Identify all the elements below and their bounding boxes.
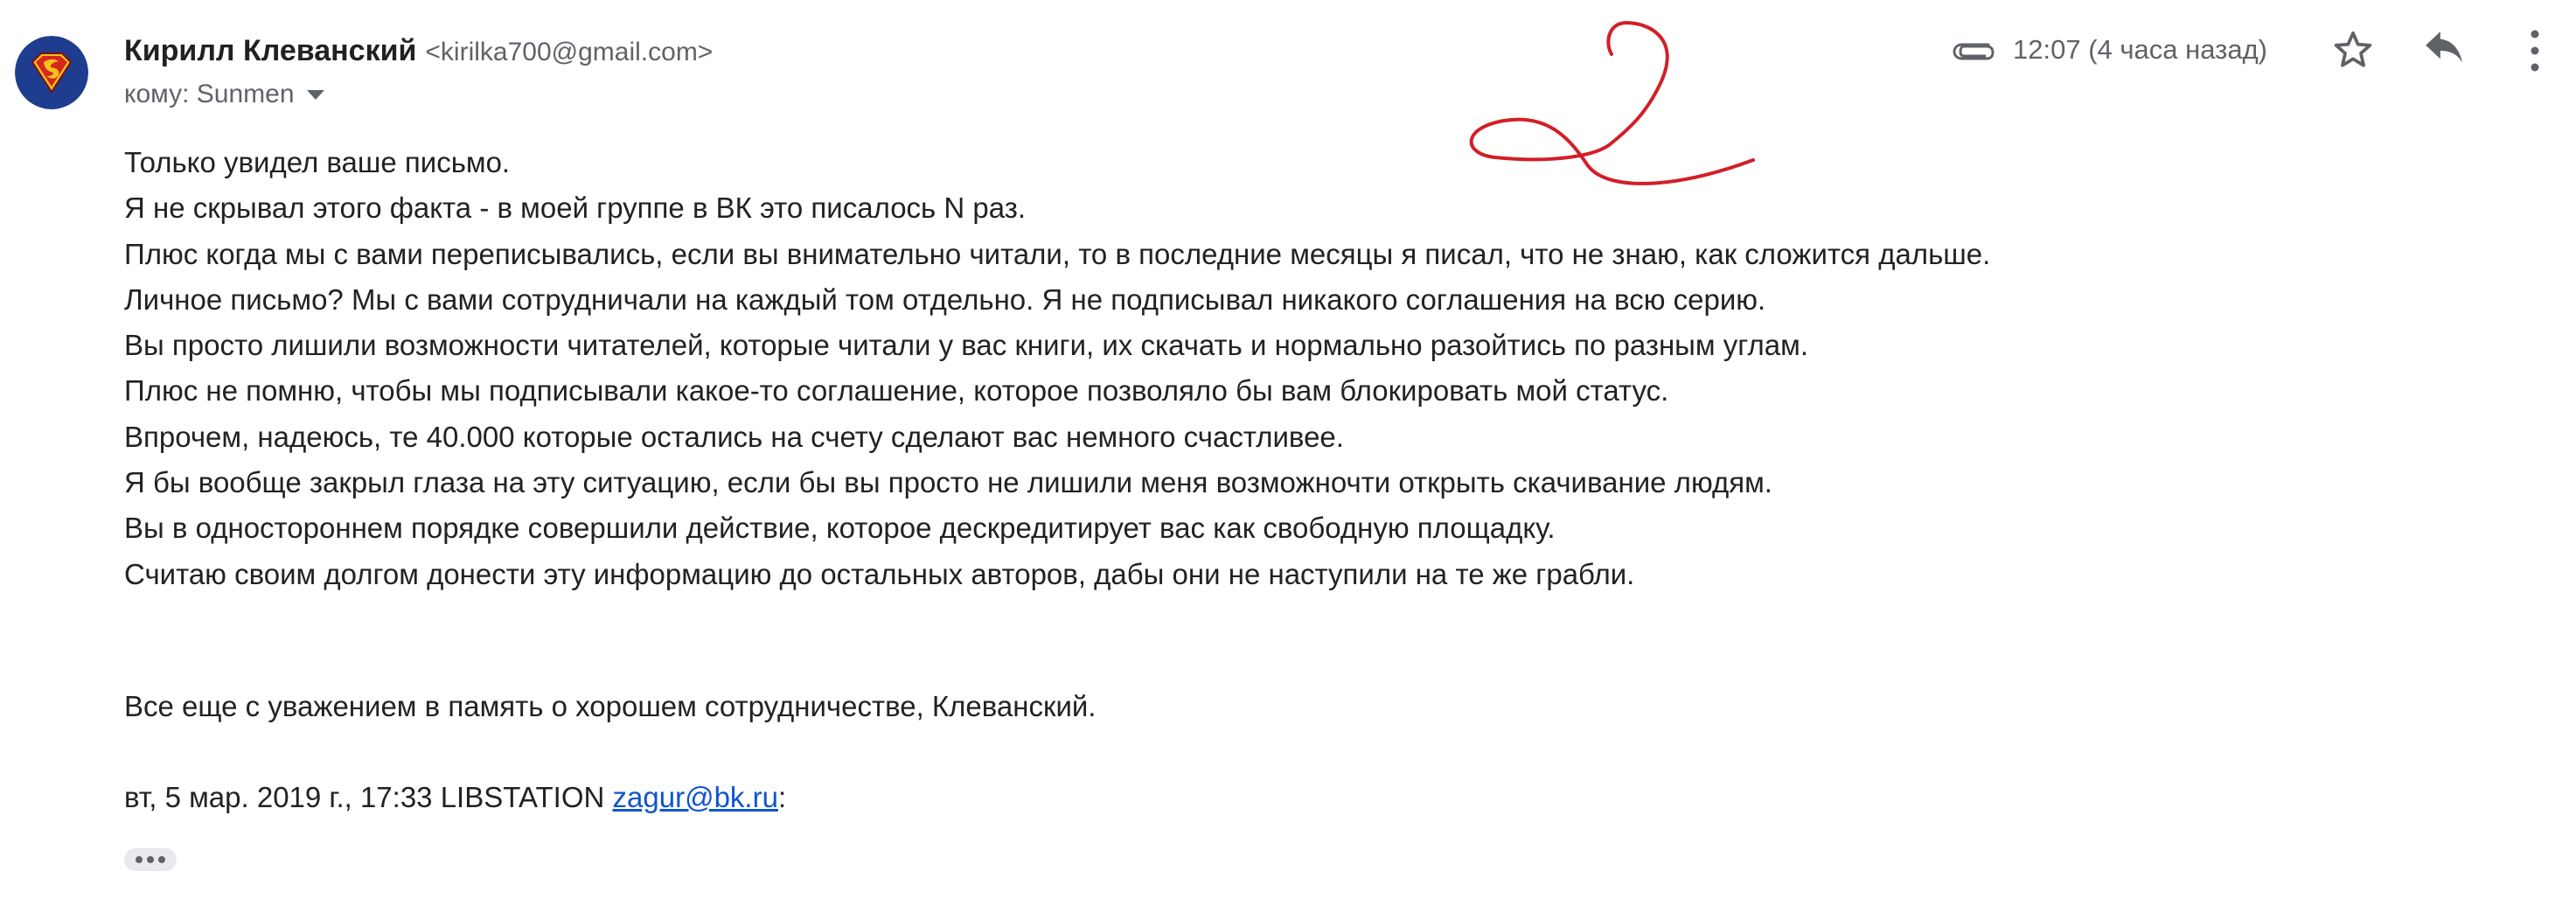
ellipsis-icon <box>136 856 143 863</box>
body-line: Личное письмо? Мы с вами сотрудничали на каждый том отдельно. Я не подписывал никакого соглашения на всю серию. <box>124 282 1766 316</box>
superman-logo-avatar <box>15 36 88 109</box>
quote-prefix: вт, 5 мар. 2019 г., 17:33 LIBSTATION <box>124 781 613 813</box>
sender-email[interactable]: <kirilka700@gmail.com> <box>425 38 714 66</box>
signature: Все еще с уважением в память о хорошем сотрудничестве, Клеванский. <box>124 690 1097 722</box>
avatar[interactable] <box>15 36 88 109</box>
body-line: Вы в одностороннем порядке совершили действие, которое дескредитирует вас как свободную площадку. <box>124 512 1556 545</box>
star-icon <box>2331 28 2375 72</box>
ellipsis-icon <box>147 856 154 863</box>
sender-name[interactable]: Кирилл Клеванский <box>124 34 417 67</box>
recipient-text: кому: Sunmen <box>124 80 295 108</box>
body-line: Я не скрывал этого факта - в моей группе в ВК это писалось N раз. <box>124 192 1027 225</box>
body-line: Считаю своим долгом донести эту информацию до остальных авторов, дабы они не наступили на те же грабли. <box>124 557 1635 590</box>
recipient-line <box>124 77 713 112</box>
quote-suffix: : <box>777 781 787 813</box>
body-line: Впрочем, надеюсь, те 40.000 которые остались на счету сделают вас немного счастливее. <box>124 420 1344 453</box>
message-body <box>124 140 1990 597</box>
more-vert-icon <box>2522 26 2548 75</box>
body-line: Плюс не помню, чтобы мы подписывали какое-то соглашение, которое позволяло бы вам блокировать мой статус. <box>124 374 1669 408</box>
body-line: Плюс когда мы с вами переписывались, если вы внимательно читали, то в последние месяцы я писал, что не знаю, как сложится дальше. <box>124 237 1991 270</box>
sender-line <box>124 31 713 70</box>
reply-button[interactable] <box>2422 30 2466 74</box>
caret-down-icon[interactable] <box>307 90 324 100</box>
paperclip-icon <box>1952 36 1995 66</box>
body-line: Только увидел ваше письмо. <box>124 146 511 178</box>
reply-icon <box>2422 30 2466 70</box>
ellipsis-icon <box>158 856 165 863</box>
show-trimmed-content-button[interactable] <box>124 848 177 871</box>
message-header <box>124 31 713 112</box>
quoted-email-link[interactable]: zagur@bk.ru <box>612 781 778 813</box>
quote-header <box>124 775 786 820</box>
message-timestamp[interactable]: 12:07 (4 часа назад) <box>2013 34 2267 65</box>
more-options-button[interactable] <box>2522 26 2548 80</box>
body-line: Я бы вообще закрыл глаза на эту ситуацию, если бы вы просто не лишили меня возможночти открыть скачивание людям. <box>124 466 1772 499</box>
body-line: Вы просто лишили возможности читателей, которые читали у вас книги, их скачать и нормально разойтись по разным углам. <box>124 329 1809 362</box>
star-button[interactable] <box>2331 28 2375 76</box>
